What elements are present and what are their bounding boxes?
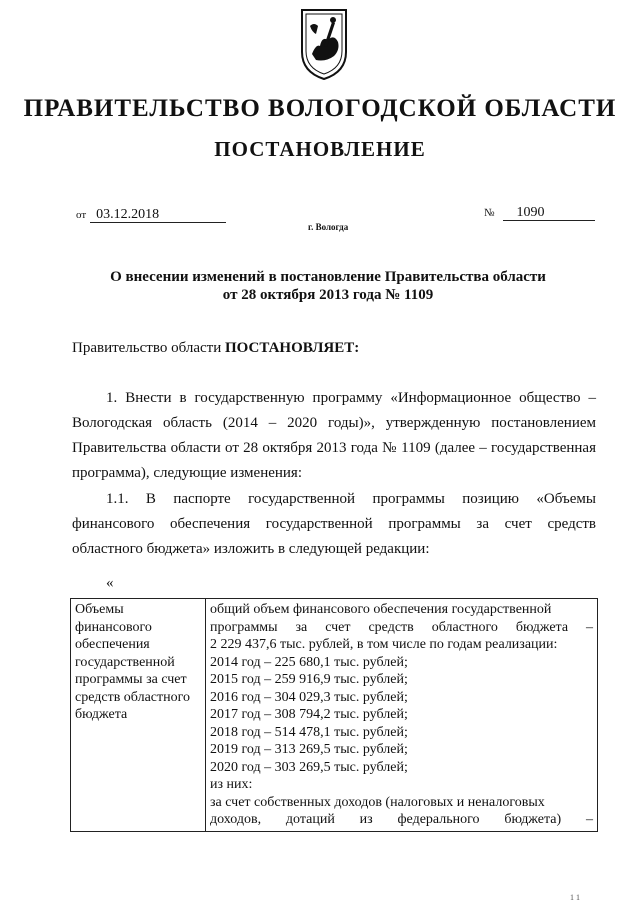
- content-line: общий объем финансового обеспечения государственной: [210, 602, 552, 617]
- document-type: ПОСТАНОВЛЕНИЕ: [214, 137, 426, 161]
- label-line: бюджета: [75, 707, 128, 722]
- content-line: 2019 год – 313 269,5 тыс. рублей;: [210, 742, 408, 757]
- label-line: Объемы: [75, 602, 124, 617]
- subject-line-1: О внесении изменений в постановление Правительства области: [110, 269, 546, 285]
- label-line: обеспечения: [75, 637, 150, 652]
- number-value: 1090: [503, 206, 595, 221]
- number-field: [484, 204, 595, 221]
- label-cell: [71, 599, 206, 832]
- resolution-line: [72, 340, 359, 357]
- content-line: программы за счет средств областного бюджета –: [210, 619, 593, 635]
- content-line: 2018 год – 514 478,1 тыс. рублей;: [210, 724, 408, 740]
- content-line: доходов, дотаций из федерального бюджета) –: [210, 812, 593, 827]
- content-line: 2014 год – 225 680,1 тыс. рублей;: [210, 654, 408, 670]
- government-title: ПРАВИТЕЛЬСТВО ВОЛОГОДСКОЙ ОБЛАСТИ: [23, 95, 617, 122]
- date-field: [76, 206, 226, 223]
- vologda-coat-of-arms-icon: [298, 6, 350, 82]
- content-line: 2017 год – 308 794,2 тыс. рублей;: [210, 707, 408, 722]
- label-line: государственной: [75, 654, 175, 670]
- open-quote: «: [106, 575, 114, 591]
- content-line: 2015 год – 259 916,9 тыс. рублей;: [210, 672, 408, 687]
- paragraph-1-1: 1.1. В паспорте государственной программы позицию «Объемы финансового обеспечения государственной программы за счет средств областного бюджета» изложить в следующей редакции:: [72, 491, 596, 557]
- label-line: средств областного: [75, 689, 191, 705]
- footer-mark: 1 1: [570, 893, 580, 902]
- content-line: за счет собственных доходов (налоговых и неналоговых: [210, 794, 545, 810]
- content-line: 2 229 437,6 тыс. рублей, в том числе по годам реализации:: [210, 637, 558, 652]
- label-line: программы за счет: [75, 672, 187, 687]
- funding-table: [70, 598, 598, 832]
- resolution-keyword: ПОСТАНОВЛЯЕТ:: [224, 340, 360, 356]
- resolution-prefix: Правительство области: [72, 340, 225, 356]
- number-prefix: №: [484, 207, 495, 219]
- date-prefix: от: [76, 209, 87, 221]
- label-line: финансового: [75, 619, 152, 635]
- paragraph-1: 1. Внести в государственную программу «Информационное общество – Вологодская область (2014 – 2020 годы)», утвержденную постановлением Правительства области от 28 октября 2013 года № 1109 (далее – государственная программа), следующие изменения:: [72, 390, 596, 481]
- content-line: 2016 год – 304 029,3 тыс. рублей;: [210, 689, 408, 705]
- content-line: 2020 год – 303 269,5 тыс. рублей;: [210, 759, 408, 775]
- subject-line-2: от 28 октября 2013 года № 1109: [222, 287, 434, 303]
- content-cell: [206, 599, 598, 832]
- date-value: 03.12.2018: [90, 208, 226, 223]
- document-subject: [60, 268, 596, 304]
- table-row: [71, 599, 598, 832]
- content-line: из них:: [210, 777, 253, 792]
- city-label: г. Вологда: [308, 222, 349, 232]
